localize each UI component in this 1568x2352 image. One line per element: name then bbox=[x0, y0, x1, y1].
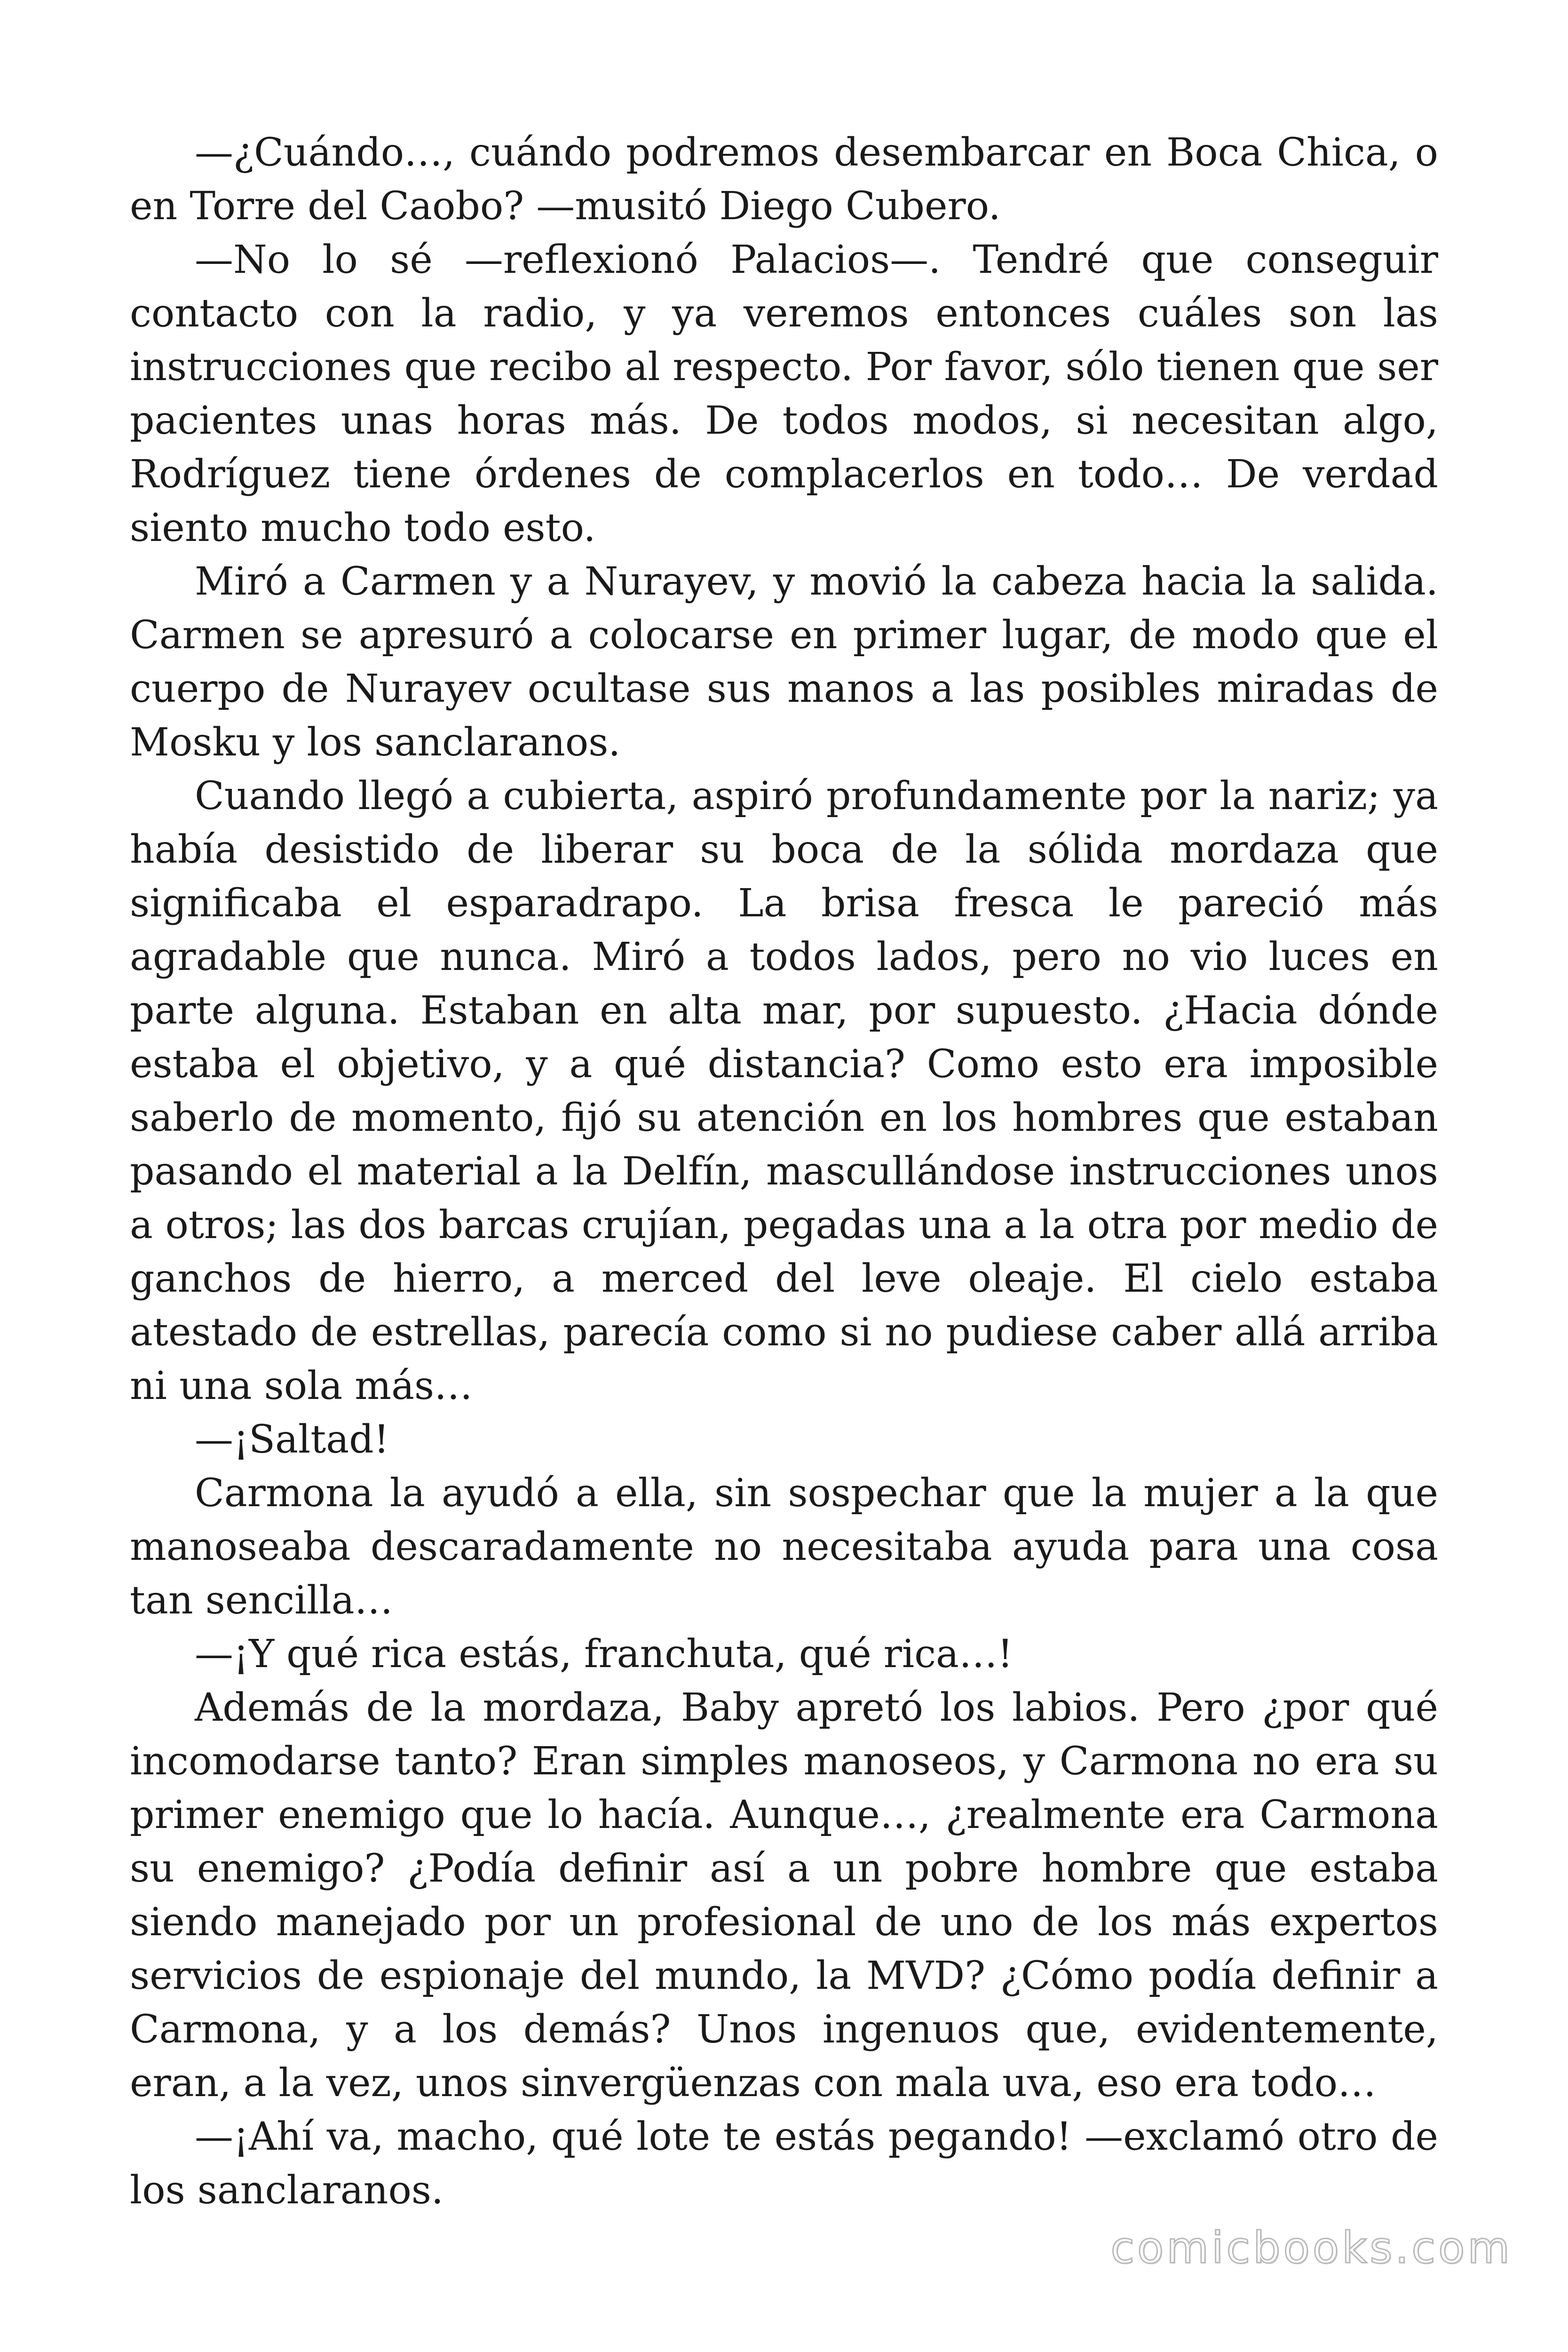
paragraph: —¡Saltad! bbox=[195, 1417, 389, 1462]
paragraph: —¡Ahí va, macho, qué lote te estás pegando! —exclamó otro de los sanclaranos. bbox=[130, 2114, 1438, 2213]
paragraph: —¡Y qué rica estás, franchuta, qué rica…! bbox=[195, 1632, 1013, 1677]
watermark: comicbooks.com bbox=[1110, 2223, 1513, 2273]
paragraph: Miró a Carmen y a Nurayev, y movió la cabeza hacia la salida. Carmen se apresuró a colocarse en primer lugar, de modo que el cuerpo de Nurayev ocultase sus manos a las posibles miradas de Mosku y los sanclaranos. bbox=[130, 559, 1438, 765]
paragraph: —¿Cuándo…, cuándo podremos desembarcar en Boca Chica, o en Torre del Caobo? —musitó Diego Cubero. bbox=[130, 130, 1438, 229]
page-body bbox=[130, 126, 1438, 2217]
paragraph: —No lo sé —reflexionó Palacios—. Tendré que conseguir contacto con la radio, y ya veremos entonces cuáles son las instrucciones que recibo al respecto. Por favor, sólo tienen que ser pacientes unas horas más. De todos modos, si necesitan algo, Rodríguez tiene órdenes de complacerlos en todo… De verdad siento mucho todo esto. bbox=[130, 238, 1438, 550]
paragraph: Carmona la ayudó a ella, sin sospechar que la mujer a la que manoseaba descaradamente no necesitaba ayuda para una cosa tan sencilla… bbox=[130, 1471, 1438, 1623]
paragraph: Cuando llegó a cubierta, aspiró profundamente por la nariz; ya había desistido de liberar su boca de la sólida mordaza que significaba el esparadrapo. La brisa fresca le pareció más agradable que nunca. Miró a todos lados, pero no vio luces en parte alguna. Estaban en alta mar, por supuesto. ¿Hacia dónde estaba el objetivo, y a qué distancia? Como esto era imposible saberlo de momento, fijó su atención en los hombres que estaban pasando el material a la Delfín, mascullándose instrucciones unos a otros; las dos barcas crujían, pegadas una a la otra por medio de ganchos de hierro, a merced del leve oleaje. El cielo estaba atestado de estrellas, parecía como si no pudiese caber allá arriba ni una sola más… bbox=[130, 774, 1438, 1408]
paragraph: Además de la mordaza, Baby apretó los labios. Pero ¿por qué incomodarse tanto? Eran simples manoseos, y Carmona no era su primer enemigo que lo hacía. Aunque…, ¿realmente era Carmona su enemigo? ¿Podía definir así a un pobre hombre que estaba siendo manejado por un profesional de uno de los más expertos servicios de espionaje del mundo, la MVD? ¿Cómo podía definir a Carmona, y a los demás? Unos ingenuos que, evidentemente, eran, a la vez, unos sinvergüenzas con mala uva, eso era todo… bbox=[130, 1685, 1438, 2106]
